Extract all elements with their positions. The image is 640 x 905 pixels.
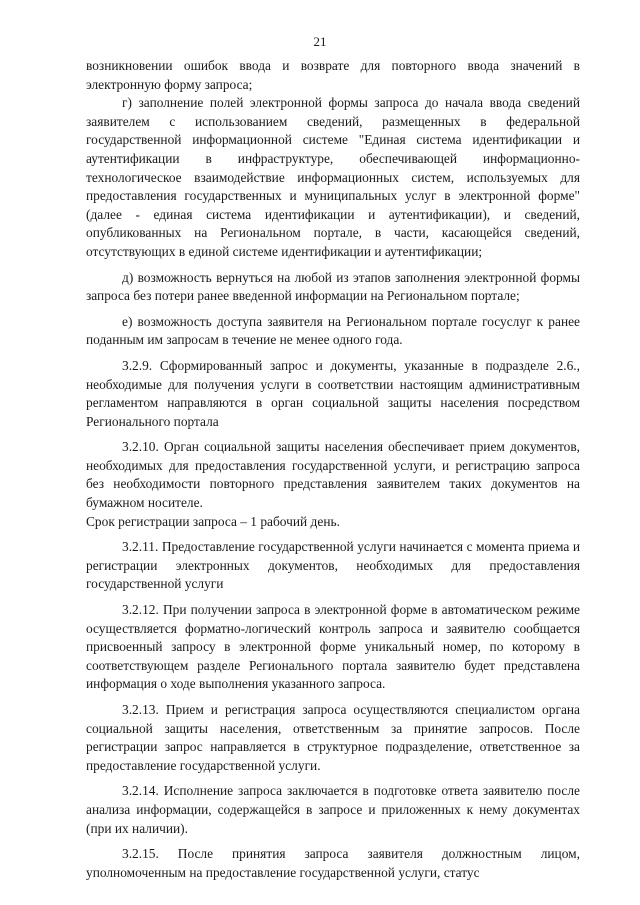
paragraph-item-d: д) возможность вернуться на любой из этапов заполнения электронной формы запроса без потери ранее введенной информации на Региональном портале; — [86, 269, 580, 304]
paragraph-3-2-14: 3.2.14. Исполнение запроса заключается в подготовке ответа заявителю после анализа информации, содержащейся в запросе и приложенных к нему документах (при их наличии). — [86, 783, 580, 836]
paragraph-3-2-12: 3.2.12. При получении запроса в электронной форме в автоматическом режиме осуществляется форматно-логический контроль запроса и заявителю сообщается присвоенный запросу в электронной форме уникальный номер, по которому в соответствующем разделе Регионального портала заявителю будет представлена информация о ходе выполнения указанного запроса. — [86, 602, 580, 692]
paragraph-item-e: е) возможность доступа заявителя на Региональном портале госуслуг к ранее поданным им запросам в течение не менее одного года. — [86, 313, 580, 348]
paragraph-3-2-9: 3.2.9. Сформированный запрос и документы, указанные в подразделе 2.6., необходимые для получения услуги в соответствии настоящим административным регламентом направляются в орган социальной защиты населения посредством Регионального портала — [86, 357, 580, 429]
paragraph-registration-term: Срок регистрации запроса – 1 рабочий день. — [86, 513, 340, 529]
paragraph-3-2-10: 3.2.10. Орган социальной защиты населения обеспечивает прием документов, необходимых для предоставления государственной услуги, и регистрацию запроса без необходимости повторного представления заявителем таких документов на бумажном носителе. — [86, 439, 580, 511]
document-body — [86, 57, 580, 882]
paragraph-3-2-11: 3.2.11. Предоставление государственной услуги начинается с момента приема и регистрации электронных документов, необходимых для предоставления государственной услуги — [86, 539, 580, 592]
paragraph-3-2-13: 3.2.13. Прием и регистрация запроса осуществляются специалистом органа социальной защиты населения, ответственным за принятие запросов. После регистрации запрос направляется в структурное подразделение, ответственное за предоставление государственной услуги. — [86, 702, 580, 773]
paragraph-item-g: г) заполнение полей электронной формы запроса до начала ввода сведений заявителем с использованием сведений, размещенных в федеральной государственной информационной системе "Единая система идентификации и аутентификации в инфраструктуре, обеспечивающей информационно-технологическое взаимодействие информационных систем, используемых для предоставления государственных и муниципальных услуг в электронной форме" (далее - единая система идентификации и аутентификации), и сведений, опубликованных на Региональном портале, в части, касающейся сведений, отсутствующих в единой системе идентификации и аутентификации; — [86, 95, 580, 259]
paragraph-3-2-15: 3.2.15. После принятия запроса заявителя должностным лицом, уполномоченным на предоставление государственной услуги, статус — [86, 846, 580, 880]
page-number: 21 — [313, 34, 327, 49]
paragraph-continuation: возникновении ошибок ввода и возврате для повторного ввода значений в электронную форму запроса; — [86, 58, 580, 92]
